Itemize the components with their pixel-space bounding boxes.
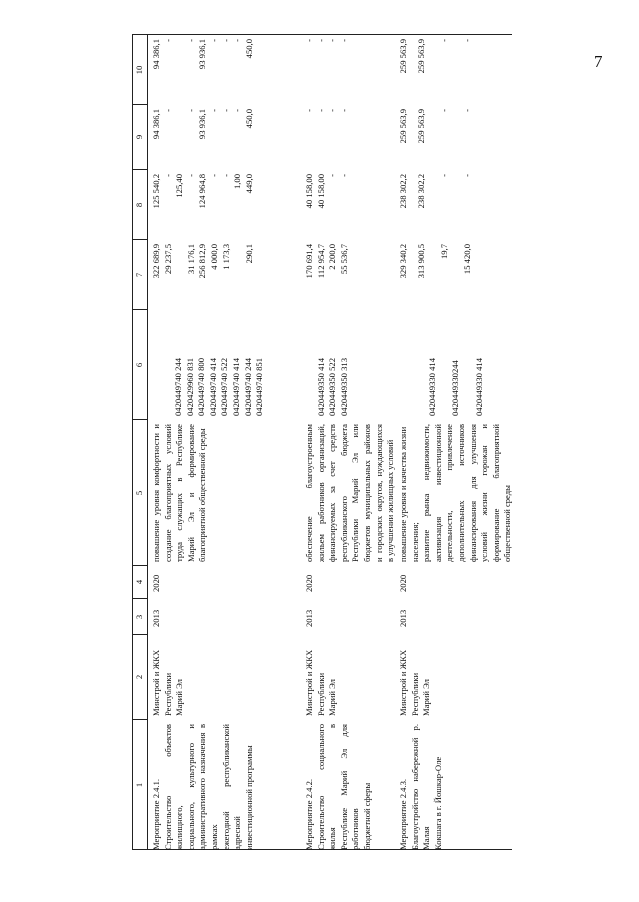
result-cell <box>398 424 514 562</box>
column-divider <box>132 239 147 240</box>
column-header: 4 <box>134 579 144 585</box>
kbk-code: 0420449740 414 <box>207 357 218 416</box>
kbk-cell <box>173 358 266 416</box>
text-line: развитие рынка недвижимости, <box>421 424 432 562</box>
text-line: финансирования для улучшения <box>467 424 478 562</box>
text-line: Мероприятие 2.4.1. <box>151 778 161 850</box>
text-line: Республики <box>315 672 326 716</box>
text-line: деятельности, привлечение <box>444 424 455 562</box>
year-2019-cell <box>151 109 255 170</box>
text-line: и городских округов, нуждающихся <box>373 424 384 562</box>
amount: - <box>315 39 326 42</box>
text-line: инвестиционной программы <box>243 745 254 850</box>
amount <box>174 109 186 170</box>
result-cell <box>151 424 209 562</box>
column-header: 2 <box>134 674 144 680</box>
year-2020-cell <box>398 39 479 105</box>
text-line: бюджетов муниципальных районов <box>361 424 372 562</box>
total-cell <box>304 244 350 310</box>
amount: - <box>338 39 349 42</box>
amount <box>174 39 186 105</box>
kbk-cell <box>421 358 491 416</box>
year-2018-cell <box>398 174 479 240</box>
text-line: Марий Эл <box>327 679 338 716</box>
amount: 125 540,2 <box>151 174 161 209</box>
text-line: административного назначения в рамках <box>197 724 219 850</box>
header-divider <box>147 35 148 850</box>
start-year: 2013 <box>398 609 408 627</box>
text-line: Строительство объектов жилищного, <box>162 724 185 850</box>
kbk-code: 0420449330 414 <box>473 357 484 416</box>
column-divider <box>132 169 147 170</box>
text-line: бюджетной сферы <box>361 782 372 850</box>
amount: 4 000,0 <box>208 244 219 270</box>
column-divider <box>132 598 147 599</box>
amount: - <box>185 39 196 42</box>
kbk-code: 0420449350 522 <box>327 357 338 416</box>
text-line: Республики Марий Эл или <box>350 424 361 562</box>
amount: - <box>185 174 196 177</box>
year-2020-cell <box>151 39 255 105</box>
start-year: 2013 <box>304 609 314 627</box>
column-header: 9 <box>134 134 144 140</box>
amount: 170 691,4 <box>304 244 314 279</box>
amount: - <box>338 109 349 112</box>
kbk-code: 0420449740 851 <box>254 357 265 416</box>
amount: 2 200,0 <box>327 244 338 270</box>
amount: - <box>462 109 472 112</box>
end-year: 2020 <box>151 574 161 592</box>
amount: 29 237,5 <box>162 244 173 275</box>
amount: 124 964,8 <box>197 174 208 209</box>
column-header: 6 <box>134 362 144 368</box>
amount: - <box>185 109 196 112</box>
amount: - <box>220 174 231 177</box>
amount: - <box>162 39 173 42</box>
text-line: создание благоприятных условий <box>162 424 173 562</box>
text-line: труда служащих в Республике <box>174 424 185 562</box>
column-header: 8 <box>134 202 144 208</box>
end-year: 2020 <box>398 574 408 592</box>
text-line: Минстрой и ЖКХ <box>398 649 408 716</box>
column-divider <box>132 104 147 105</box>
result-cell <box>304 424 397 562</box>
amount: 259 563,9 <box>398 109 408 144</box>
amount: 329 340,2 <box>398 244 408 279</box>
amount: 93 936,1 <box>197 109 208 140</box>
text-line: Республики <box>162 672 173 716</box>
amount: - <box>327 174 338 177</box>
text-line: Марий Эл <box>174 679 185 716</box>
text-line: условий жизни горожан и <box>479 424 490 562</box>
column-divider <box>132 419 147 420</box>
kbk-code: 0420449740 522 <box>219 357 230 416</box>
text-line: в улучшении жилищных условий <box>385 439 396 562</box>
table-top-border <box>132 35 133 850</box>
end-year: 2020 <box>304 574 314 592</box>
amount: 112 954,7 <box>315 244 326 279</box>
column-divider <box>132 309 147 310</box>
table <box>132 35 512 850</box>
year-2019-cell <box>398 109 479 170</box>
text-line: Минстрой и ЖКХ <box>304 649 314 716</box>
amount: 125,40 <box>174 174 185 198</box>
amount: 256 812,9 <box>197 244 208 279</box>
text-line: Марий Эл и формирование <box>185 424 196 562</box>
amount: - <box>462 39 472 42</box>
amount: 40 158,00 <box>304 174 314 209</box>
amount: 450,0 <box>243 39 254 59</box>
text-line: Минстрой и ЖКХ <box>151 649 161 716</box>
amount: 1 173,3 <box>220 244 231 270</box>
kbk-code: 0420449350 313 <box>338 357 349 416</box>
amount: - <box>232 39 243 42</box>
column-header: 10 <box>134 65 144 75</box>
text-line: активизация инвестиционной <box>432 424 443 562</box>
text-line: Благоустройство набережной р. Малая <box>409 724 432 850</box>
text-line: Республике Марий Эл для работников <box>338 724 361 850</box>
amount: - <box>162 174 173 177</box>
year-2019-cell <box>304 109 350 170</box>
kbk-code: 0420449330 414 <box>427 357 438 416</box>
year-2018-cell <box>151 174 255 240</box>
text-line: повышение уровня комфортности и <box>151 424 161 562</box>
text-line: Кокшага в г. Йошкар-Оле <box>432 756 443 850</box>
text-line: общественной среды <box>502 485 513 562</box>
column-divider <box>132 634 147 635</box>
executor-cell <box>304 650 339 716</box>
total-cell <box>398 244 479 310</box>
kbk-code: 0420449740 414 <box>230 357 241 416</box>
amount: 40 158,00 <box>315 174 326 209</box>
amount: 238 302,2 <box>398 174 408 209</box>
year-2020-cell <box>304 39 350 105</box>
text-line: благоприятной общественной среды <box>197 428 208 562</box>
amount: 313 900,5 <box>415 244 426 279</box>
measure-cell <box>398 724 444 850</box>
amount: - <box>315 109 326 112</box>
column-divider <box>132 34 512 35</box>
text-line: Марий Эл <box>421 679 432 716</box>
amount: - <box>208 109 219 112</box>
page-number: 7 <box>594 52 603 71</box>
kbk-code: 0420449740 244 <box>173 357 183 416</box>
text-line: жильем работников организаций, <box>315 424 326 562</box>
amount: - <box>462 174 472 177</box>
amount: 19,7 <box>438 244 449 260</box>
kbk-code: 0420449740 800 <box>196 357 207 416</box>
amount: - <box>208 39 219 42</box>
amount: 94 386,1 <box>151 39 161 70</box>
text-line: Мероприятие 2.4.2. <box>304 778 314 850</box>
amount: - <box>438 174 449 177</box>
text-line: Строительство социального жилья в <box>315 724 338 850</box>
amount: - <box>438 109 449 112</box>
amount: 449,0 <box>243 174 254 194</box>
text-line: социального, культурного и <box>185 724 196 850</box>
text-line: повышение уровня и качества жизни <box>398 426 408 562</box>
amount: - <box>304 109 314 112</box>
text-line: Республики <box>409 672 420 716</box>
column-divider <box>132 719 147 720</box>
amount: 450,0 <box>243 109 254 129</box>
amount: - <box>208 174 219 177</box>
amount: - <box>338 174 349 177</box>
amount <box>232 244 244 310</box>
amount: 259 563,9 <box>398 39 408 74</box>
amount: 322 689,9 <box>151 244 161 279</box>
column-header: 5 <box>134 490 144 496</box>
column-divider <box>132 565 147 566</box>
text-line: дополнительных источников <box>455 424 466 562</box>
text-line: финансируемых за счет средств <box>327 424 338 562</box>
text-line: населения; <box>409 522 420 562</box>
amount: 238 302,2 <box>415 174 426 209</box>
kbk-code: 0420429960 831 <box>184 357 195 416</box>
executor-cell <box>151 650 186 716</box>
kbk-code: 0420449350 414 <box>315 357 326 416</box>
amount: 259 563,9 <box>415 109 426 144</box>
amount: - <box>304 39 314 42</box>
column-header: 7 <box>134 272 144 278</box>
amount: - <box>162 109 173 112</box>
amount: - <box>220 39 231 42</box>
amount: 94 386,1 <box>151 109 161 140</box>
measure-cell <box>304 724 374 850</box>
amount: 15 420,0 <box>462 244 472 275</box>
text-line: обеспечение благоустроенным <box>304 424 314 562</box>
column-header: 3 <box>134 614 144 620</box>
amount: 259 563,9 <box>415 39 426 74</box>
text-line: Мероприятие 2.4.3. <box>398 778 408 850</box>
amount: 1,00 <box>232 174 243 190</box>
year-2018-cell <box>304 174 350 240</box>
kbk-code: 0420449330244 <box>450 360 461 416</box>
amount: - <box>327 39 338 42</box>
amount <box>174 244 186 310</box>
start-year: 2013 <box>151 609 161 627</box>
total-cell <box>151 244 255 310</box>
amount: 31 176,1 <box>185 244 196 275</box>
measure-cell <box>151 724 255 850</box>
text-line: формирование благоприятной <box>490 424 501 562</box>
amount: 93 936,1 <box>197 39 208 70</box>
text-line: ежегодной республиканской адресной <box>220 724 243 850</box>
kbk-code: 0420449740 244 <box>242 357 253 416</box>
amount: - <box>220 109 231 112</box>
column-header: 1 <box>134 782 144 788</box>
amount: 55 536,7 <box>338 244 349 275</box>
amount: - <box>438 39 449 42</box>
kbk-cell <box>316 358 351 416</box>
amount: - <box>232 109 243 112</box>
amount: - <box>327 109 338 112</box>
executor-cell <box>398 650 433 716</box>
amount: 290,1 <box>243 244 254 264</box>
text-line: республиканского бюджета <box>338 424 349 562</box>
